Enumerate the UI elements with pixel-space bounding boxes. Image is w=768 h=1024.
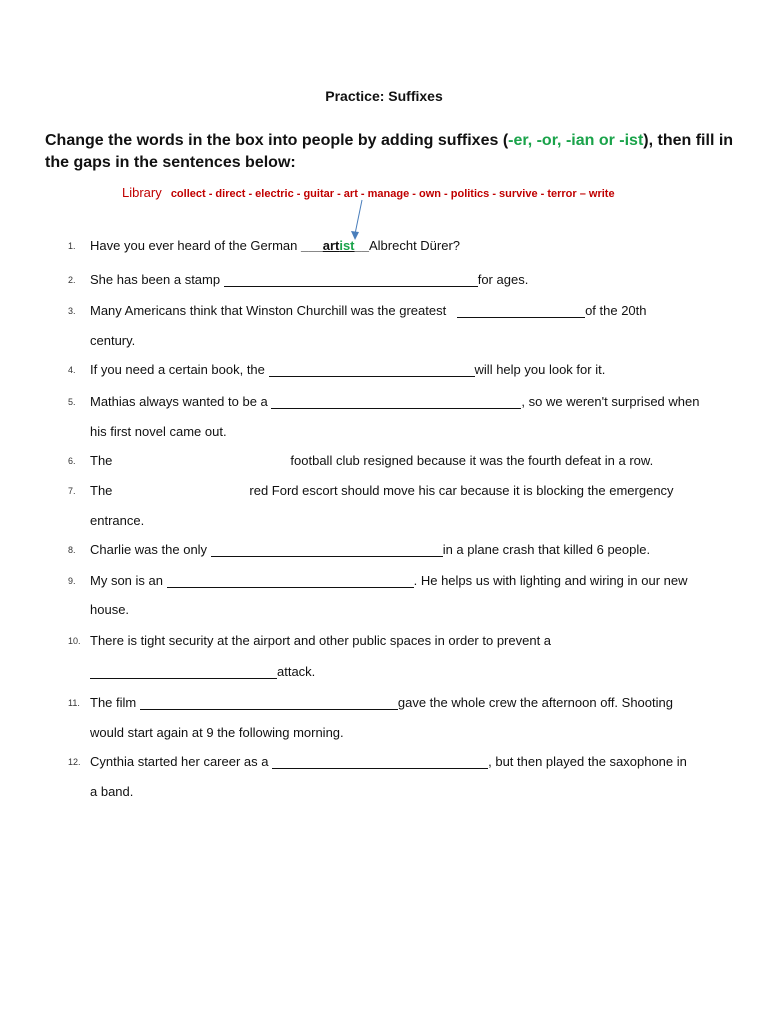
item-text-line2: his first novel came out. (90, 424, 227, 439)
instructions-text: Change the words in the box into people by adding suffixes ( (45, 132, 509, 149)
item-number: 5. (68, 397, 76, 407)
item-text: She has been a stamp (90, 272, 221, 287)
item-number: 10. (68, 636, 81, 646)
answer-blank[interactable] (140, 695, 398, 710)
example-answer: ___artist__ (301, 238, 369, 253)
answer-blank[interactable] (269, 362, 475, 377)
item-text-after: football club resigned because it was the fourth defeat in a row. (290, 453, 654, 468)
answer-blank[interactable] (167, 573, 414, 588)
suffix-list: -er, -or, -ian or -ist (508, 132, 644, 149)
word-box (122, 185, 722, 200)
item-number: 7. (68, 486, 76, 496)
item-text: Have you ever heard of the German (90, 238, 298, 253)
item-text-line2: house. (90, 602, 130, 617)
instructions-text-end: ), then fill in the gaps in the sentences below: (45, 132, 734, 171)
item-text-after: , so we weren't surprised when (521, 394, 700, 409)
item-text: Mathias always wanted to be a (90, 394, 268, 409)
item-text-after: attack. (277, 664, 316, 679)
item-text-line2: would start again at 9 the following morning. (90, 725, 344, 740)
item-number: 8. (68, 545, 76, 555)
answer-blank[interactable] (272, 754, 488, 769)
item-number: 2. (68, 275, 76, 285)
item-text-line2: a band. (90, 784, 134, 799)
answer-blank[interactable] (224, 272, 478, 287)
example-suffix: ist (339, 238, 355, 253)
item-number: 6. (68, 456, 76, 466)
word-box-label: Library (122, 185, 162, 200)
item-text-after: in a plane crash that killed 6 people. (442, 542, 651, 557)
page-title: Practice: Suffixes (325, 88, 443, 104)
answer-blank[interactable] (211, 542, 443, 557)
item-number: 11. (68, 698, 80, 708)
item-text-after: of the 20th (585, 303, 647, 318)
answer-blank[interactable] (457, 303, 585, 318)
item-text: My son is an (90, 573, 163, 588)
item-number: 12. (68, 757, 81, 767)
item-text-line2: century. (90, 333, 136, 348)
item-number: 4. (68, 365, 76, 375)
item-number: 3. (68, 306, 76, 316)
item-number: 1. (68, 241, 76, 251)
answer-blank[interactable] (271, 394, 521, 409)
item-text-after: gave the whole crew the afternoon off. Shooting (397, 695, 673, 710)
item-text-after: . He helps us with lighting and wiring in our new (413, 573, 688, 588)
item-text-line2: entrance. (90, 513, 145, 528)
item-text-after: , but then played the saxophone in (488, 754, 687, 769)
item-text: The (90, 483, 113, 498)
item-text: Charlie was the only (90, 542, 208, 557)
item-text: Cynthia started her career as a (90, 754, 269, 769)
item-text-after: Albrecht Dürer? (368, 238, 461, 253)
item-text: If you need a certain book, the (90, 362, 265, 377)
item-text: The film (90, 695, 137, 710)
instructions (45, 130, 735, 174)
item-text-after: will help you look for it. (474, 362, 606, 377)
item-text-after: red Ford escort should move his car because it is blocking the emergency (249, 483, 674, 498)
item-text: There is tight security at the airport and other public spaces in order to prevent a (90, 633, 552, 648)
answer-blank[interactable] (90, 664, 277, 679)
word-box-words: collect - direct - electric - guitar - art - manage - own - politics - survive - terror – write (170, 188, 615, 200)
example-stem: art (322, 238, 340, 253)
item-number: 9. (68, 576, 76, 586)
item-text-after: for ages. (477, 272, 529, 287)
item-text: The (90, 453, 113, 468)
item-text: Many Americans think that Winston Churchill was the greatest (90, 303, 447, 318)
